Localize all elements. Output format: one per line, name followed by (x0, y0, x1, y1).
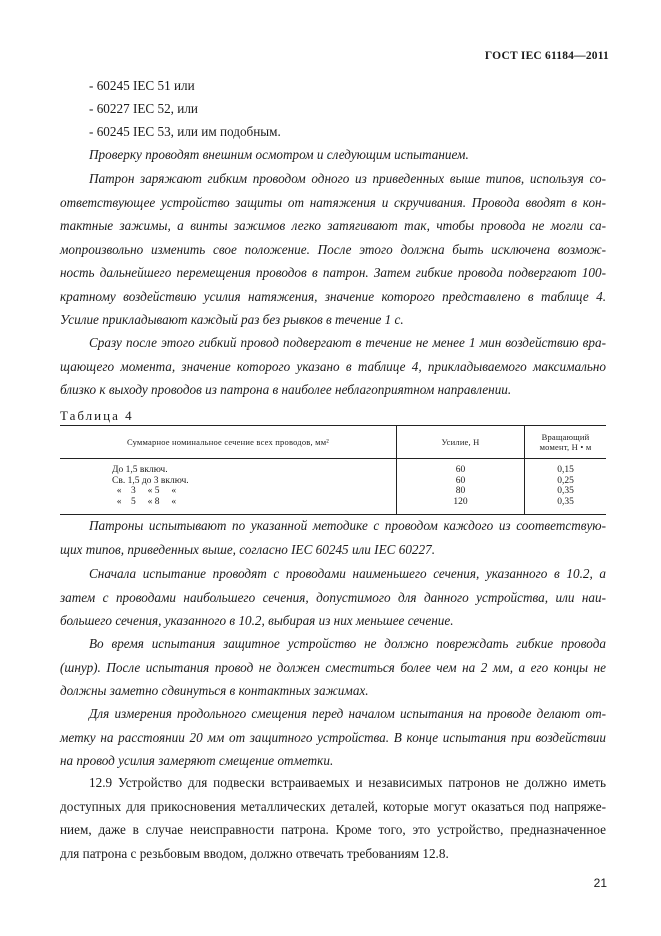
document-header: ГОСТ IEC 61184—2011 (484, 50, 609, 62)
table-value: 0,35 (557, 486, 574, 496)
paragraph-line: должны заметно сдвинуться в контактных зажимах. (60, 683, 369, 698)
list-item: - 60227 IEC 52, или (89, 101, 198, 116)
paragraph-line: большего сечения, указанного в 10.2, выбирая из них меньшее сечение. (60, 613, 454, 628)
paragraph-line: (шнур). После испытания провод не должен сместиться более чем на 2 мм, а его концы не (60, 659, 606, 675)
paragraph-6 (60, 702, 606, 773)
paragraph-line: щих типов, приведенных выше, согласно IEC 60245 или IEC 60227. (60, 541, 435, 557)
table-value: 0,35 (557, 496, 574, 507)
paragraph-line: щающего момента, значение которого указано в таблице 4, прикладываемого максимально (60, 358, 606, 374)
paragraph-line: кратному воздействию усилия натяжения, значение которого представлено в таблице 4. (60, 288, 606, 304)
paragraph-line: мопроизвольно изменить свое положение. После этого должна быть исключена возмож- (60, 241, 606, 257)
paragraph-line: на провод усилия замеряют смещение отметки. (60, 753, 334, 768)
table-header: Вращающий момент, Н • м (525, 426, 607, 459)
paragraph-5 (60, 632, 606, 703)
list-item: - 60245 IEC 53, или им подобным. (89, 124, 281, 139)
paragraph-line: 12.9 Устройство для подвески встраиваемых и независимых патронов не должно иметь (89, 775, 606, 790)
table-header: Суммарное номинальное сечение всех проводов, мм² (60, 426, 397, 459)
table-value: 0,15 (557, 465, 574, 475)
paragraph-line: Сначала испытание проводят с проводами наименьшего сечения, указанного в 10.2, а (89, 566, 606, 581)
table-value: « 5 « 8 « (112, 496, 177, 507)
paragraph-line: для патрона с резьбовым вводом, должно отвечать требованиям 12.8. (60, 845, 449, 861)
paragraph-line: Во время испытания защитное устройство не должно повреждать гибкие провода (89, 636, 606, 651)
paragraph-line: ответствующее устройство защиты от натяжения и скручивания. Провода вводят в кон- (60, 194, 606, 210)
paragraph-3 (60, 514, 606, 561)
paragraph-line: тактные зажимы, а винты зажимов легко затягивают так, чтобы провода не могли са- (60, 218, 606, 233)
paragraph-2 (60, 331, 606, 402)
table-header: Усилие, Н (397, 426, 525, 459)
paragraph-line: доступных для прикосновения металлических деталей, которые могут оказаться под напряже- (60, 798, 606, 814)
table-cell (60, 459, 397, 515)
check-line: Проверку проводят внешним осмотром и следующим испытанием. (89, 147, 469, 162)
paragraph-1 (60, 167, 606, 332)
table-value: « 3 « 5 « (112, 486, 177, 496)
paragraph-4 (60, 562, 606, 633)
table-cell (525, 459, 607, 515)
paragraph-line: Усилие прикладывают каждый раз без рывков в течение 1 с. (60, 312, 404, 327)
paragraph-line: Сразу после этого гибкий провод подвергают в течение не менее 1 мин воздействию вра- (89, 335, 606, 350)
page-number: 21 (593, 876, 607, 890)
paragraph-line: нием, даже в случае неисправности патрона. Кроме того, это устройство, предназначенное (60, 822, 606, 837)
table-cell (397, 459, 525, 515)
table-caption: Таблица 4 (60, 408, 134, 423)
data-table (60, 425, 606, 515)
table-value: 0,25 (557, 475, 574, 486)
table-value: До 1,5 включ. (112, 465, 168, 475)
table-value: 60 (455, 475, 466, 486)
paragraph-line: ность дальнейшего перемещения проводов в патрон. Затем гибкие провода подвергают 100- (60, 265, 606, 280)
table-value: 60 (455, 465, 466, 475)
paragraph-line: Для измерения продольного смещения перед началом испытания на проводе делают от- (89, 706, 606, 721)
list-item: - 60245 IEC 51 или (89, 78, 195, 93)
paragraph-7 (60, 771, 606, 865)
paragraph-line: метку на расстоянии 20 мм от защитного устройства. В конце испытания при воздействии (60, 729, 606, 745)
paragraph-line: близко к выходу проводов из патрона в наиболее неблагоприятном направлении. (60, 382, 512, 397)
table-value: Св. 1,5 до 3 включ. (112, 475, 189, 486)
table-value: 80 (455, 486, 466, 496)
table-value: 120 (453, 496, 468, 507)
paragraph-line: Патрон заряжают гибким проводом одного из приведенных выше типов, используя со- (89, 171, 606, 186)
paragraph-line: Патроны испытывают по указанной методике с проводом каждого из соответствую- (89, 518, 606, 533)
paragraph-line: затем с проводами наибольшего сечения, допустимого для данного устройства, или наи- (60, 589, 606, 605)
